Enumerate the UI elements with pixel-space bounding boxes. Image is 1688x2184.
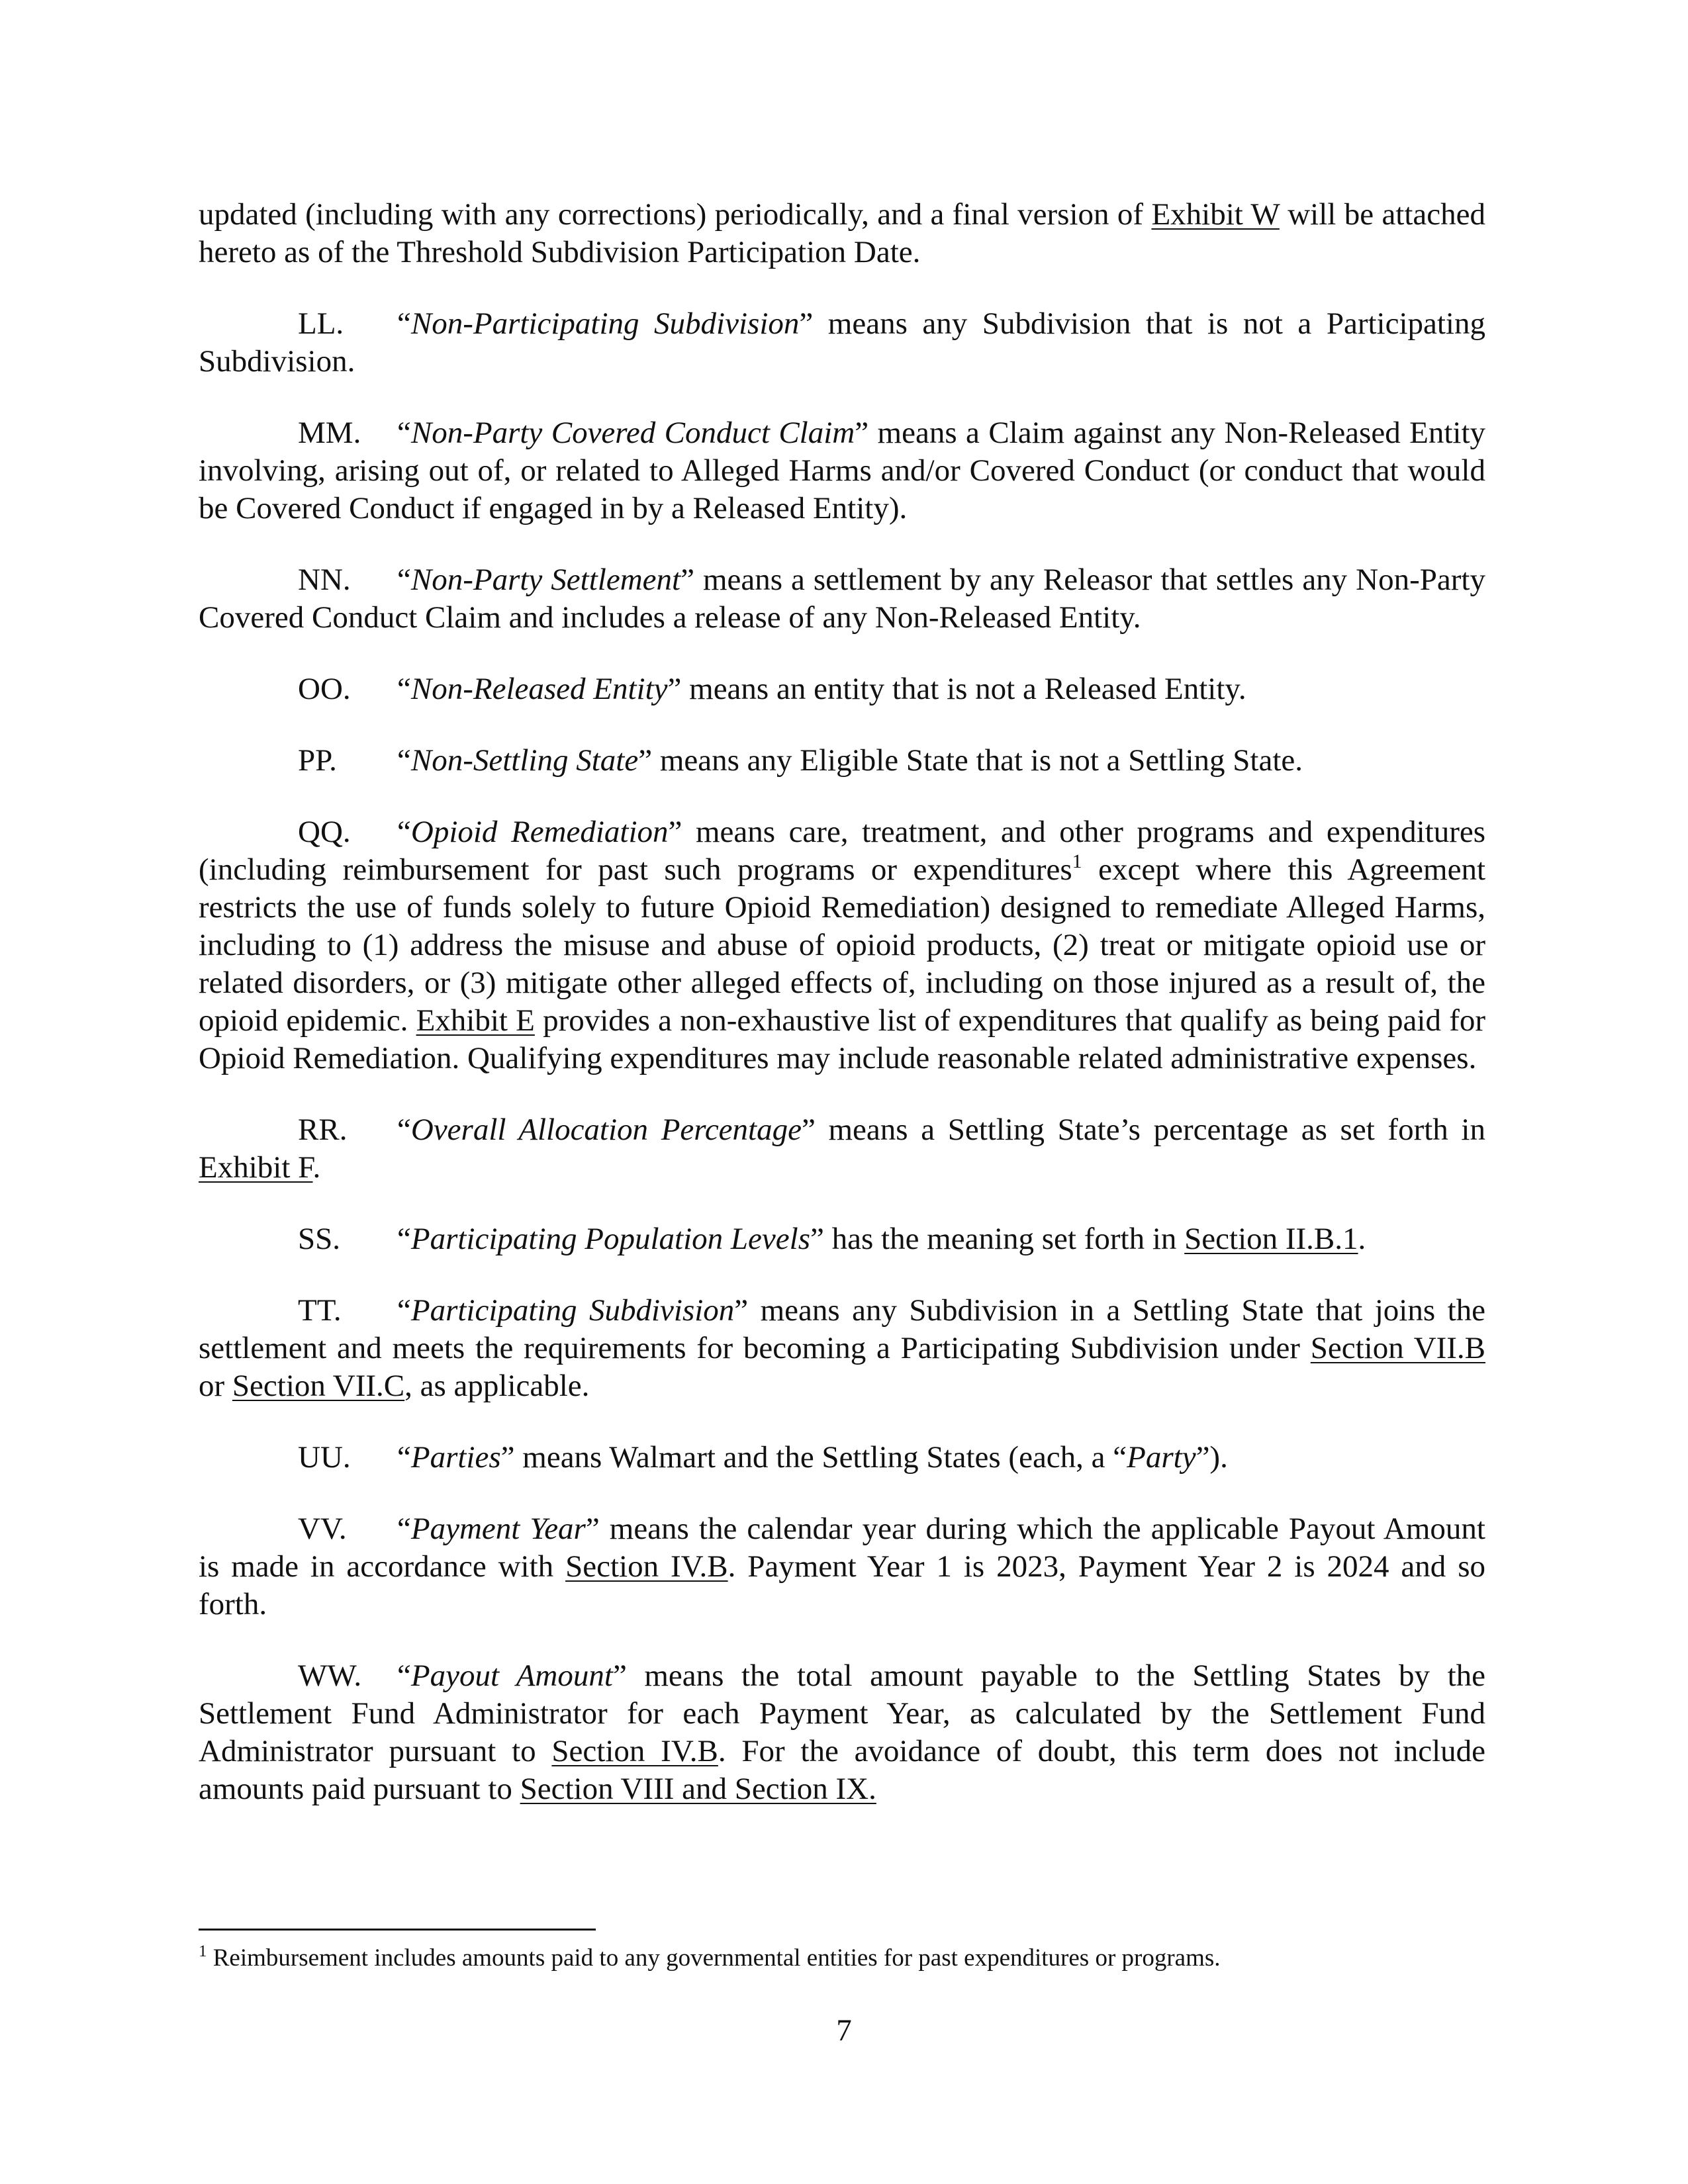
definition-label: VV. (298, 1512, 347, 1546)
definition-rr: RR. “Overall Allocation Percentage” means a Settling State’s percentage as set forth in Exhibit F. (199, 1113, 1485, 1185)
defined-term: Non-Participating Subdivision (410, 306, 800, 341)
section-iv-b-link[interactable]: Section IV.B (551, 1734, 718, 1768)
footnote-number: 1 (199, 1942, 207, 1960)
definition-label: LL. (298, 306, 344, 341)
section-vii-c-link[interactable]: Section VII.C (232, 1369, 405, 1403)
section-ii-b-1-link[interactable]: Section II.B.1 (1184, 1222, 1358, 1256)
defined-term: Non-Party Covered Conduct Claim (410, 416, 855, 450)
defined-term: Payout Amount (410, 1659, 613, 1693)
definition-ww: WW. “Payout Amount” means the total amount payable to the Settling States by the Settlement Fund Administrator for each Payment Year, as calculated by the Settlement Fund Administrator pursuant to Section IV.B. For the avoidance of doubt, this term does not include amounts paid pursuant to Section VIII and Section IX. (199, 1659, 1485, 1806)
definition-label: RR. (298, 1113, 348, 1147)
footnote-separator (199, 1929, 596, 1931)
defined-term: Participating Population Levels (410, 1222, 810, 1256)
definition-uu: UU. “Parties” means Walmart and the Settling States (each, a “Party”). (199, 1439, 1485, 1477)
section-viii-ix-link[interactable]: Section VIII and Section IX. (520, 1772, 876, 1806)
defined-term: Overall Allocation Percentage (410, 1113, 802, 1147)
footnote (199, 1943, 1485, 1974)
defined-term: Opioid Remediation (410, 815, 669, 849)
definition-vv: VV. “Payment Year” means the calendar year during which the applicable Payout Amount is made in accordance with Section IV.B. Payment Year 1 is 2023, Payment Year 2 is 2024 and so forth. (199, 1512, 1485, 1621)
definition-tt: TT. “Participating Subdivision” means any Subdivision in a Settling State that joins the settlement and meets the requirements for becoming a Participating Subdivision under Section VII.B or Section VII.C, as applicable. (199, 1293, 1485, 1403)
exhibit-w-link[interactable]: Exhibit W (1151, 197, 1280, 232)
exhibit-f-link[interactable]: Exhibit F (199, 1150, 313, 1185)
footnote-text: Reimbursement includes amounts paid to any governmental entities for past expenditures or programs. (207, 1944, 1221, 1972)
footnote-reference[interactable]: 1 (1072, 850, 1082, 872)
definition-label: OO. (298, 672, 351, 706)
definition-label: MM. (298, 416, 361, 450)
exhibit-e-link[interactable]: Exhibit E (416, 1003, 535, 1038)
definition-ll: LL. “Non-Participating Subdivision” means any Subdivision that is not a Participating Subdivision. (199, 306, 1485, 379)
defined-term: Parties (410, 1440, 501, 1475)
definition-label: SS. (298, 1222, 341, 1256)
defined-term: Payment Year (410, 1512, 586, 1546)
definition-oo: OO. “Non-Released Entity” means an entity that is not a Released Entity. (199, 670, 1485, 708)
document-body (199, 196, 1485, 1842)
definition-ss: SS. “Participating Population Levels” has the meaning set forth in Section II.B.1. (199, 1220, 1485, 1258)
defined-term: Non-Settling State (410, 743, 639, 778)
definition-label: WW. (298, 1659, 362, 1693)
defined-term: Non-Released Entity (410, 672, 668, 706)
definition-mm: MM. “Non-Party Covered Conduct Claim” means a Claim against any Non-Released Entity involving, arising out of, or related to Alleged Harms and/or Covered Conduct (or conduct that would be Covered Conduct if engaged in by a Released Entity). (199, 416, 1486, 525)
section-vii-b-link[interactable]: Section VII.B (1310, 1331, 1485, 1365)
section-iv-b-link[interactable]: Section IV.B (565, 1549, 728, 1584)
defined-term: Participating Subdivision (410, 1293, 735, 1328)
definition-pp: PP. “Non-Settling State” means any Eligible State that is not a Settling State. (199, 742, 1485, 780)
definition-qq: QQ. “Opioid Remediation” means care, treatment, and other programs and expenditures (including reimbursement for past such programs or expenditures$^1$ except where this Agreement restricts the use of funds solely to future Opioid Remediation) designed to remediate Alleged Harms, including to (1) address the misuse and abuse of opioid products, (2) treat or mitigate opioid use or related disorders, or (3) mitigate other alleged effects of, including on those injured as a result of, the opioid epidemic. Exhibit E provides a non-exhaustive list of expenditures that qualify as being paid for Opioid Remediation. Qualifying expenditures may include reasonable related administrative expenses. (199, 815, 1486, 1075)
defined-term: Party (1127, 1440, 1196, 1475)
definition-nn: NN. “Non-Party Settlement” means a settlement by any Releasor that settles any Non-Party Covered Conduct Claim and includes a release of any Non-Released Entity. (199, 563, 1485, 635)
definition-label: TT. (298, 1293, 342, 1328)
definition-label: UU. (298, 1440, 351, 1475)
definition-label: PP. (298, 743, 337, 778)
page-number: 7 (836, 2013, 852, 2048)
continuation-paragraph: updated (including with any corrections) periodically, and a final version of Exhibit W will be attached hereto as of the Threshold Subdivision Participation Date. (199, 197, 1486, 269)
definition-label: NN. (298, 563, 351, 597)
defined-term: Non-Party Settlement (410, 563, 681, 597)
definition-label: QQ. (298, 815, 351, 849)
